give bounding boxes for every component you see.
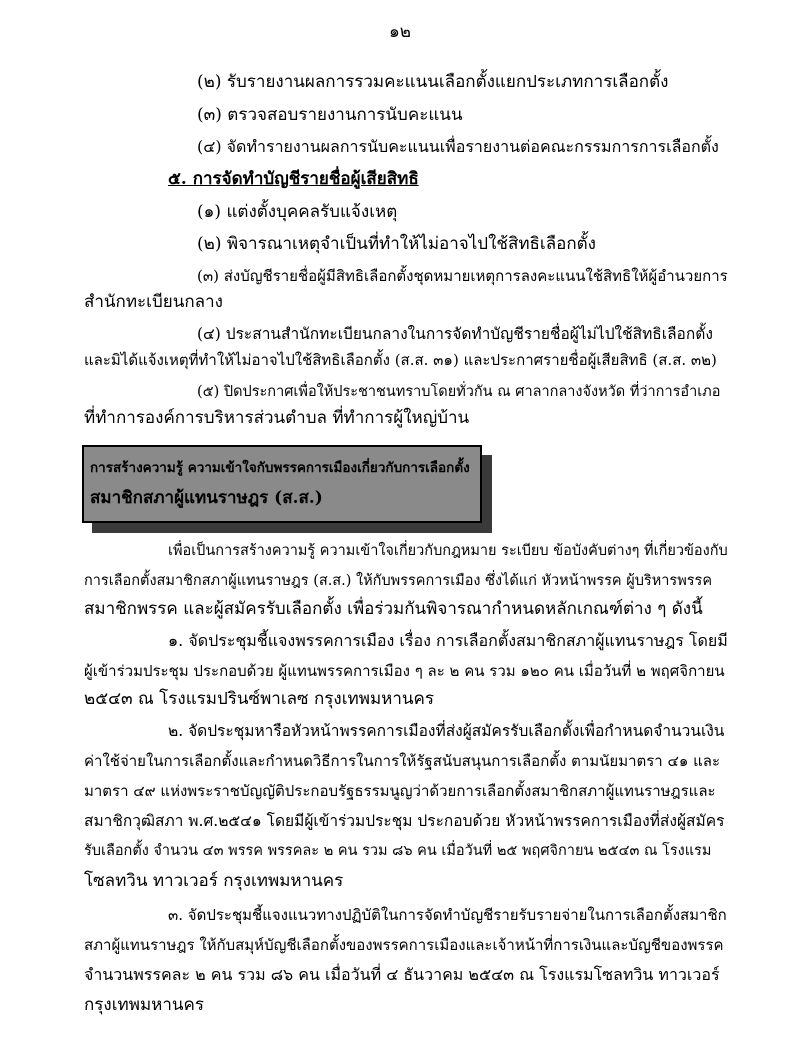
point2-line4: สมาชิกวุฒิสภา พ.ศ.๒๕๔๑ โดยมีผู้เข้าร่วมประชุม ประกอบด้วย หัวหน้าพรรคการเมืองที่ส่งผู้สมัคร <box>84 812 725 830</box>
section5-item-1: (๑) แต่งตั้งบุคคลรับแจ้งเหตุ <box>197 202 398 222</box>
section-banner <box>82 445 482 523</box>
point2-line1: ๒. จัดประชุมหารือหัวหน้าพรรคการเมืองที่ส่งผู้สมัครรับเลือกตั้งเพื่อกำหนดจำนวนเงิน <box>168 722 725 740</box>
section4-item-4: (๔) จัดทำรายงานผลการนับคะแนนเพื่อรายงานต่อคณะกรรมการการเลือกตั้ง <box>197 137 719 156</box>
section5-heading: ๕. การจัดทำบัญชีรายชื่อผู้เสียสิทธิ <box>168 169 419 189</box>
point1-line2: ผู้เข้าร่วมประชุม ประกอบด้วย ผู้แทนพรรคการเมือง ๆ ละ ๒ คน รวม ๑๒๐ คน เมื่อวันที่ ๒ พฤศจิกายน <box>84 662 725 680</box>
point1-line1: ๑. จัดประชุมชี้แจงพรรคการเมือง เรื่อง การเลือกตั้งสมาชิกสภาผู้แทนราษฎร โดยมี <box>168 631 728 650</box>
point2-line6: โซลทวิน ทาวเวอร์ กรุงเทพมหานคร <box>84 871 344 891</box>
section4-item-2: (๒) รับรายงานผลการรวมคะแนนเลือกตั้งแยกประเภทการเลือกตั้ง <box>197 72 669 92</box>
section5-item-5-line1: (๕) ปิดประกาศเพื่อให้ประชาชนทราบโดยทั่วกัน ณ ศาลากลางจังหวัด ที่ว่าการอำเภอ <box>197 384 721 400</box>
section4-item-3: (๓) ตรวจสอบรายงานการนับคะแนน <box>197 105 463 125</box>
point3-line1: ๓. จัดประชุมชี้แจงแนวทางปฏิบัติในการจัดทำบัญชีรายรับรายจ่ายในการเลือกตั้งสมาชิก <box>168 906 727 924</box>
point3-line4: กรุงเทพมหานคร <box>84 995 205 1015</box>
intro-line3: สมาชิกพรรค และผู้สมัครรับเลือกตั้ง เพื่อร่วมกันพิจารณากำหนดหลักเกณฑ์ต่าง ๆ ดังนี้ <box>84 599 703 619</box>
intro-line2: การเลือกตั้งสมาชิกสภาผู้แทนราษฎร (ส.ส.) ให้กับพรรคการเมือง ซึ่งได้แก่ หัวหน้าพรรค ผู้บริหารพรรค <box>84 573 713 589</box>
point1-line3: ๒๕๔๓ ณ โรงแรมปรินซ์พาเลซ กรุงเทพมหานคร <box>84 689 435 709</box>
page-number: ๑๒ <box>389 22 411 42</box>
section5-item-3-line2: สำนักทะเบียนกลาง <box>84 292 223 312</box>
section5-item-5-line2: ที่ทำการองค์การบริหารส่วนตำบล ที่ทำการผู้ใหญ่บ้าน <box>84 408 470 428</box>
intro-line1: เพื่อเป็นการสร้างความรู้ ความเข้าใจเกี่ยวกับกฎหมาย ระเบียบ ข้อบังคับต่างๆ ที่เกี่ยวข้องกับ <box>168 543 728 559</box>
banner-title-line2: สมาชิกสภาผู้แทนราษฎร (ส.ส.) <box>90 488 323 508</box>
section5-item-2: (๒) พิจารณาเหตุจำเป็นที่ทำให้ไม่อาจไปใช้สิทธิเลือกตั้ง <box>197 234 596 254</box>
section5-item-3-line1: (๓) ส่งบัญชีรายชื่อผู้มีสิทธิเลือกตั้งชุดหมายเหตุการลงคะแนนใช้สิทธิให้ผู้อำนวยการ <box>197 267 728 285</box>
banner-title-line1: การสร้างความรู้ ความเข้าใจกับพรรคการเมืองเกี่ยวกับการเลือกตั้ง <box>90 460 470 476</box>
point2-line5: รับเลือกตั้ง จำนวน ๔๓ พรรค พรรคละ ๒ คน รวม ๘๖ คน เมื่อวันที่ ๒๕ พฤศจิกายน ๒๕๔๓ ณ โรงแรม <box>84 843 712 859</box>
section5-item-4-line1: (๔) ประสานสำนักทะเบียนกลางในการจัดทำบัญชีรายชื่อผู้ไม่ไปใช้สิทธิเลือกตั้ง <box>197 325 713 343</box>
point2-line3: มาตรา ๔๙ แห่งพระราชบัญญัติประกอบรัฐธรรมนูญว่าด้วยการเลือกตั้งสมาชิกสภาผู้แทนราษฎรและ <box>84 782 716 800</box>
point3-line2: สภาผู้แทนราษฎร ให้กับสมุห์บัญชีเลือกตั้งของพรรคการเมืองและเจ้าหน้าที่การเงินและบัญชีของพรรค <box>84 936 724 954</box>
point3-line3: จำนวนพรรคละ ๒ คน รวม ๘๖ คน เมื่อวันที่ ๔ ธันวาคม ๒๕๔๓ ณ โรงแรมโซลทวิน ทาวเวอร์ <box>84 965 720 984</box>
point2-line2: ค่าใช้จ่ายในการเลือกตั้งและกำหนดวิธีการในการให้รัฐสนับสนุนการเลือกตั้ง ตามนัยมาตรา ๔๑ และ <box>84 752 721 770</box>
section5-item-4-line2: และมิได้แจ้งเหตุที่ทำให้ไม่อาจไปใช้สิทธิเลือกตั้ง (ส.ส. ๓๑) และประกาศรายชื่อผู้เสียสิทธิ (ส.ส. ๓๒) <box>84 351 717 369</box>
